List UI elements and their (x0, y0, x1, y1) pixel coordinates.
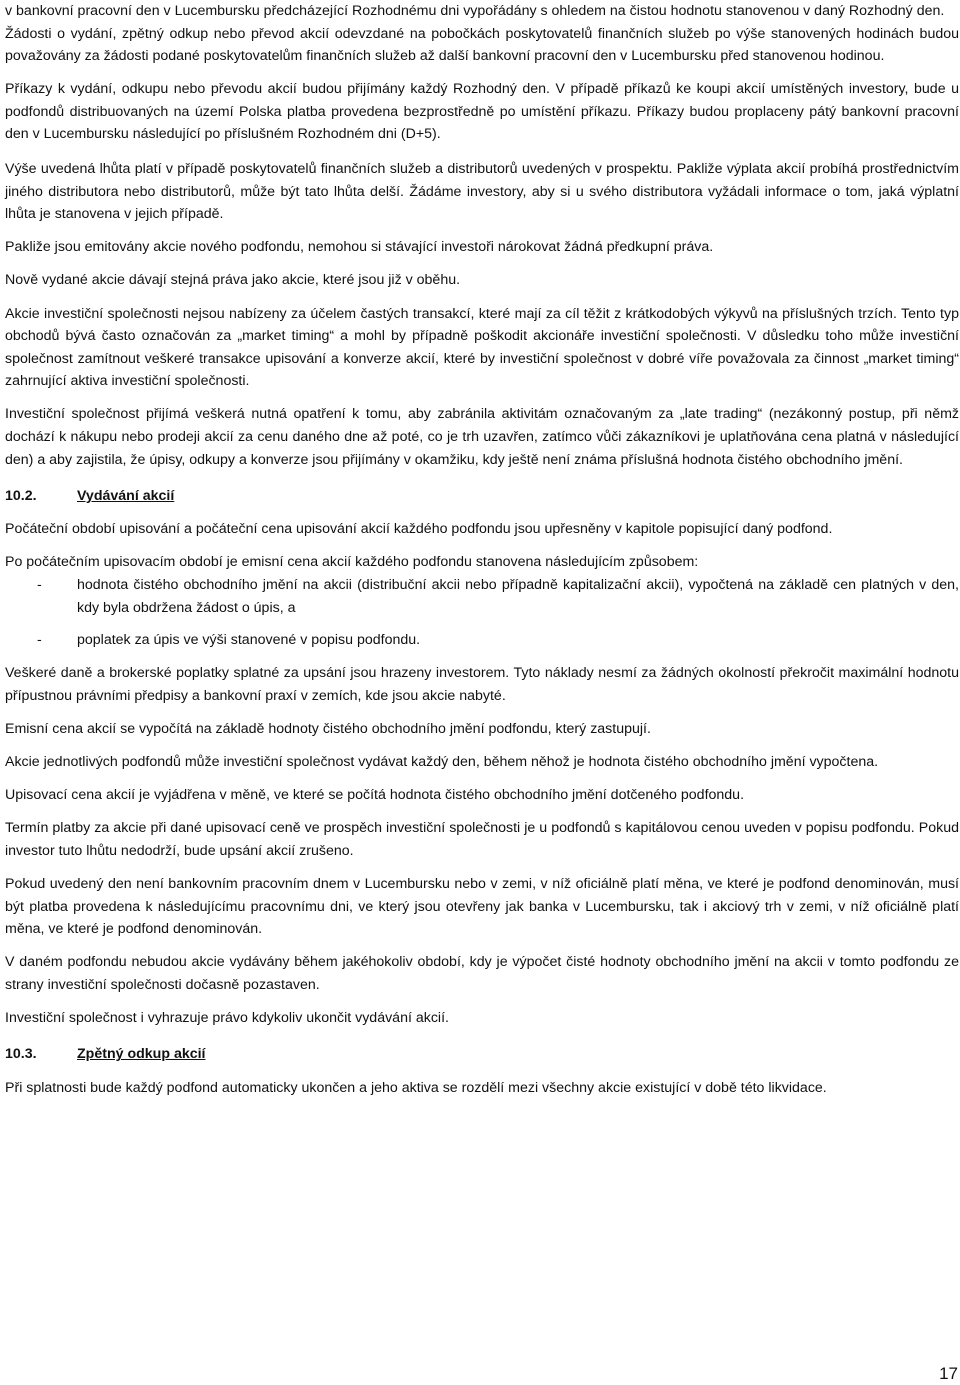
paragraph: Při splatnosti bude každý podfond automaticky ukončen a jeho aktiva se rozdělí mezi všechny akcie existující v době této likvidace. (5, 1079, 827, 1096)
paragraph: Emisní cena akcií se vypočítá na základě hodnoty čistého obchodního jmění podfondu, který zastupují. (5, 720, 651, 737)
paragraph: Akcie jednotlivých podfondů může investiční společnost vydávat každý den, během něhož je hodnota čistého obchodního jmění vypočtena. (5, 754, 879, 771)
list-item (5, 629, 959, 652)
paragraph: Nově vydané akcie dávají stejná práva jako akcie, které jsou již v oběhu. (5, 272, 461, 289)
paragraph: Pakliže jsou emitovány akcie nového podfondu, nemohou si stávající investoři nárokovat žádná předkupní práva. (5, 239, 714, 256)
paragraph: v bankovní pracovní den v Lucembursku předcházející Rozhodnému dni vypořádány s ohledem na čistou hodnotu stanovenou v daný Rozhodný den. (5, 3, 945, 19)
paragraph: Pokud uvedený den není bankovním pracovním dnem v Lucembursku nebo v zemi, v níž oficiálně platí měna, ve které je podfond denominován, musí být platba provedena k následujícímu pracovnímu dni, ve který jsou otevřeny jak banka v Lucembursku, tak i akciový trh v zemi, v níž oficiálně platí měna, ve které je podfond denominován. (5, 875, 959, 938)
section-number: 10.3. (5, 1046, 37, 1063)
list-dash: - (37, 632, 42, 649)
list-item (5, 574, 959, 619)
page-number: 17 (939, 1364, 958, 1383)
section-heading-10-2 (5, 485, 959, 508)
paragraph: Investiční společnost přijímá veškerá nutná opatření k tomu, aby zabránila aktivitám označovaným za „late trading“ (nezákonný postup, při němž dochází k nákupu nebo prodeji akcií za cenu daného dne až poté, co je trh uzavřen, zatímco vůči zákazníkovi je uplatňována cena platná v následující den) a aby zajistila, že úpisy, odkupy a konverze jsou přijímány v okamžiku, kdy ještě není známa příslušná hodnota čistého obchodního jmění. (5, 406, 959, 468)
section-title: Zpětný odkup akcií (77, 1046, 206, 1063)
section-heading-10-3 (5, 1043, 959, 1066)
paragraph: Po počátečním upisovacím období je emisní cena akcií každého podfondu stanovena následujícím způsobem: (5, 554, 699, 571)
paragraph: Počáteční období upisování a počáteční cena upisování akcií každého podfondu jsou upřesněny v kapitole popisující daný podfond. (5, 521, 833, 538)
paragraph: Výše uvedená lhůta platí v případě poskytovatelů finančních služeb a distributorů uvedených v prospektu. Pakliže výplata akcií probíhá prostřednictvím jiného distributora nebo distributorů, může být tato lhůta delší. Žádáme investory, aby si u svého distributora vyžádali informace o tom, jaká výplatní lhůta je stanovena v jejich případě. (5, 161, 959, 223)
paragraph: Žádosti o vydání, zpětný odkup nebo převod akcií odevzdané na pobočkách poskytovatelů finančních služeb po výše stanovených hodinách budou považovány za žádosti podané poskytovatelům finančních služeb až další bankovní pracovní den v Lucembursku před stanovenou hodinou. (5, 25, 959, 65)
paragraph: Termín platby za akcie při dané upisovací ceně ve prospěch investiční společnosti je u podfondů s kapitálovou cenou uveden v popisu podfondu. Pokud investor tuto lhůtu nedodrží, bude upsání akcií zrušeno. (5, 820, 959, 859)
paragraph: Akcie investiční společnosti nejsou nabízeny za účelem častých transakcí, které mají za cíl těžit z krátkodobých výkyvů na příslušných trzích. Tento typ obchodů bývá často označován za „market timing“ a mohl by případně poškodit akcionáře investiční společnosti. V důsledku toho může investiční společnost zamítnout veškeré transakce upisování a konverze akcií, které by investiční společnost v dobré víře považovala za činnost „market timing“ zahrnující aktiva investiční společnosti. (5, 305, 959, 390)
paragraph: V daném podfondu nebudou akcie vydávány během jakéhokoliv období, kdy je výpočet čisté hodnoty obchodního jmění na akcii v tomto podfondu ze strany investiční společnosti dočasně pozastaven. (5, 954, 959, 993)
section-number: 10.2. (5, 488, 37, 505)
paragraph: Upisovací cena akcií je vyjádřena v měně, ve které se počítá hodnota čistého obchodního jmění dotčeného podfondu. (5, 787, 745, 804)
paragraph: Příkazy k vydání, odkupu nebo převodu akcií budou přijímány každý Rozhodný den. V případě příkazů ke koupi akcií umístěných investory, bude u podfondů distribuovaných na území Polska platba provedena bezprostředně po umístění příkazu. Příkazy budou proplaceny pátý bankovní pracovní den v Lucembursku následující po příslušném Rozhodném dni (D+5). (5, 81, 959, 143)
list-dash: - (37, 576, 42, 593)
list-item-text: poplatek za úpis ve výši stanovené v popisu podfondu. (77, 632, 421, 649)
list-item-text: hodnota čistého obchodního jmění na akcii (distribuční akcii nebo případně kapitalizační akcii), vypočtená na základě cen platných v den, kdy byla obdržena žádost o úpis, a (77, 576, 959, 616)
paragraph: Investiční společnost i vyhrazuje právo kdykoliv ukončit vydávání akcií. (5, 1009, 449, 1026)
paragraph: Veškeré daně a brokerské poplatky splatné za upsání jsou hrazeny investorem. Tyto náklady nesmí za žádných okolností překročit maximální hodnotu přípustnou právními předpisy a bankovní praxí v zemích, kde jsou akcie nabyté. (5, 665, 959, 704)
document-page (5, 0, 959, 1110)
section-title: Vydávání akcií (77, 488, 175, 505)
